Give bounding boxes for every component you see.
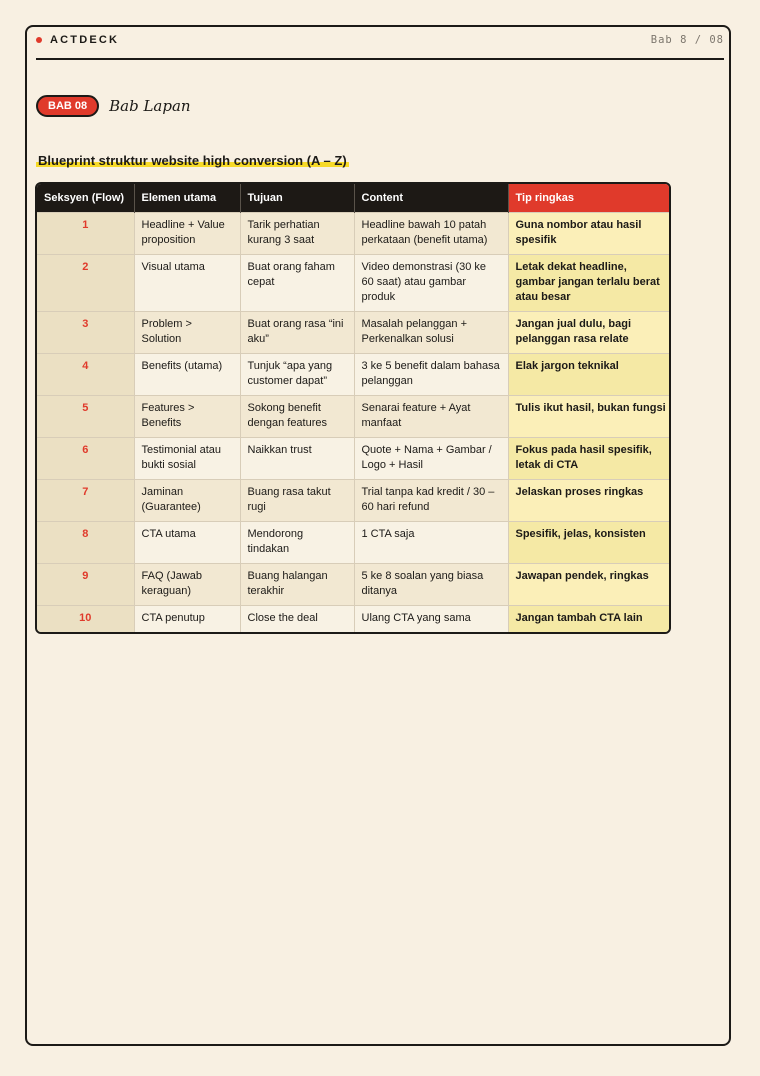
cell-content: 5 ke 8 soalan yang biasa ditanya	[354, 564, 508, 606]
cell-tip: Jawapan pendek, ringkas	[508, 564, 671, 606]
column-header: Tujuan	[240, 184, 354, 213]
cell-content: Headline bawah 10 patah perkataan (benefit utama)	[354, 213, 508, 255]
cell-elemen: Visual utama	[134, 255, 240, 312]
cell-tujuan: Sokong benefit dengan features	[240, 396, 354, 438]
cell-content: Ulang CTA yang sama	[354, 606, 508, 633]
row-number: 10	[37, 606, 134, 633]
cell-tip: Jelaskan proses ringkas	[508, 480, 671, 522]
row-number: 2	[37, 255, 134, 312]
cell-elemen: Problem > Solution	[134, 312, 240, 354]
cell-elemen: Jaminan (Guarantee)	[134, 480, 240, 522]
cell-content: Trial tanpa kad kredit / 30 – 60 hari refund	[354, 480, 508, 522]
brand-dot-icon	[36, 37, 42, 43]
table-row	[37, 564, 671, 606]
cell-tujuan: Tarik perhatian kurang 3 saat	[240, 213, 354, 255]
row-number: 8	[37, 522, 134, 564]
cell-content: Video demonstrasi (30 ke 60 saat) atau gambar produk	[354, 255, 508, 312]
section-title: Blueprint struktur website high conversion (A – Z)	[38, 153, 347, 168]
cell-tujuan: Mendorong tindakan	[240, 522, 354, 564]
cell-tip: Guna nombor atau hasil spesifik	[508, 213, 671, 255]
cell-content: Senarai feature + Ayat manfaat	[354, 396, 508, 438]
cell-tujuan: Buang halangan terakhir	[240, 564, 354, 606]
row-number: 5	[37, 396, 134, 438]
cell-elemen: FAQ (Jawab keraguan)	[134, 564, 240, 606]
table-row	[37, 396, 671, 438]
cell-tujuan: Buang rasa takut rugi	[240, 480, 354, 522]
table-header-row	[37, 184, 671, 213]
cell-elemen: Headline + Value proposition	[134, 213, 240, 255]
row-number: 7	[37, 480, 134, 522]
row-number: 3	[37, 312, 134, 354]
cell-content: Quote + Nama + Gambar / Logo + Hasil	[354, 438, 508, 480]
cell-tip: Jangan tambah CTA lain	[508, 606, 671, 633]
column-header: Tip ringkas	[508, 184, 671, 213]
table-row	[37, 354, 671, 396]
cell-tip: Tulis ikut hasil, bukan fungsi	[508, 396, 671, 438]
table-row	[37, 522, 671, 564]
chapter-title: Bab Lapan	[109, 97, 191, 115]
cell-tip: Elak jargon teknikal	[508, 354, 671, 396]
brand-name: ACTDECK	[50, 34, 120, 46]
cell-tujuan: Buat orang rasa “ini aku”	[240, 312, 354, 354]
cell-tip: Jangan jual dulu, bagi pelanggan rasa relate	[508, 312, 671, 354]
table-row	[37, 606, 671, 633]
brand	[36, 34, 119, 46]
table-row	[37, 312, 671, 354]
row-number: 4	[37, 354, 134, 396]
page-header	[36, 34, 724, 60]
table-row	[37, 438, 671, 480]
cell-elemen: CTA penutup	[134, 606, 240, 633]
cell-elemen: Benefits (utama)	[134, 354, 240, 396]
table-row	[37, 480, 671, 522]
table-row	[37, 255, 671, 312]
column-header: Content	[354, 184, 508, 213]
row-number: 6	[37, 438, 134, 480]
blueprint-table	[35, 182, 671, 634]
cell-tip: Letak dekat headline, gambar jangan terlalu berat atau besar	[508, 255, 671, 312]
cell-elemen: Features > Benefits	[134, 396, 240, 438]
table-row	[37, 213, 671, 255]
cell-elemen: Testimonial atau bukti sosial	[134, 438, 240, 480]
chapter-badge: BAB 08	[36, 95, 99, 117]
cell-tujuan: Naikkan trust	[240, 438, 354, 480]
row-number: 9	[37, 564, 134, 606]
cell-content: Masalah pelanggan + Perkenalkan solusi	[354, 312, 508, 354]
row-number: 1	[37, 213, 134, 255]
cell-content: 3 ke 5 benefit dalam bahasa pelanggan	[354, 354, 508, 396]
column-header: Elemen utama	[134, 184, 240, 213]
cell-tip: Fokus pada hasil spesifik, letak di CTA	[508, 438, 671, 480]
cell-tujuan: Buat orang faham cepat	[240, 255, 354, 312]
page-number: Bab 8 / 08	[650, 34, 724, 46]
cell-tujuan: Close the deal	[240, 606, 354, 633]
cell-elemen: CTA utama	[134, 522, 240, 564]
chapter-heading	[36, 95, 191, 117]
cell-content: 1 CTA saja	[354, 522, 508, 564]
cell-tip: Spesifik, jelas, konsisten	[508, 522, 671, 564]
cell-tujuan: Tunjuk “apa yang customer dapat”	[240, 354, 354, 396]
column-header: Seksyen (Flow)	[37, 184, 134, 213]
